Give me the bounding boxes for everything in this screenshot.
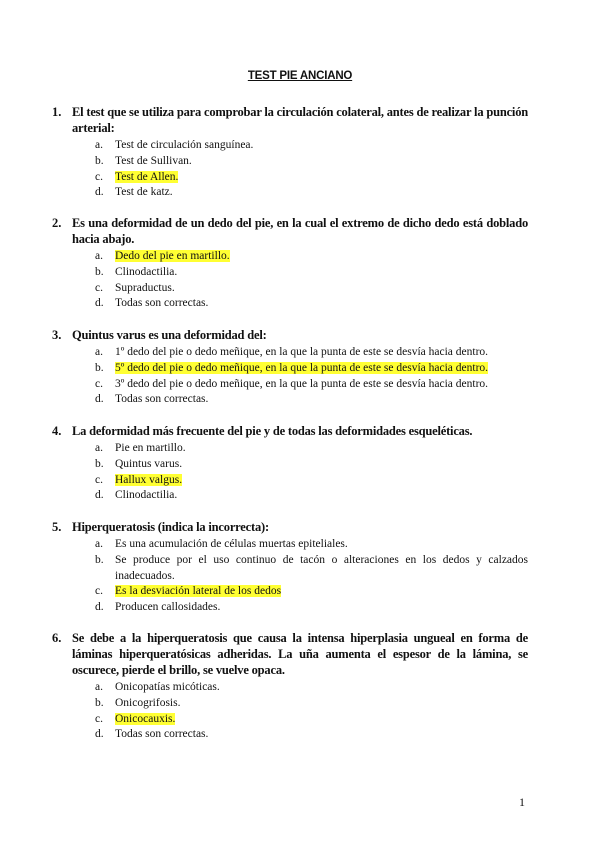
question-text: El test que se utiliza para comprobar la circulación colateral, antes de realizar la punción arterial: [72, 105, 528, 135]
question-number: 6. [52, 631, 62, 645]
option-letter: d. [95, 489, 104, 502]
option-c [95, 281, 528, 297]
option-letter: c. [95, 473, 103, 486]
option-text: Test de katz. [115, 186, 173, 199]
option-b [95, 154, 528, 170]
option-letter: b. [95, 361, 104, 374]
option-b [95, 361, 528, 377]
question-5 [52, 519, 528, 616]
page-title: TEST PIE ANCIANO [247, 70, 353, 82]
options-list [52, 249, 528, 312]
question-text: Quintus varus es una deformidad del: [72, 328, 267, 342]
question-number: 1. [52, 105, 62, 119]
option-letter: b. [95, 553, 104, 566]
question-text: Hiperqueratosis (indica la incorrecta): [72, 520, 269, 534]
question-2 [52, 215, 528, 312]
option-letter: a. [95, 346, 103, 358]
question-number: 4. [52, 424, 62, 438]
option-letter: d. [95, 297, 104, 310]
question-number: 3. [52, 328, 62, 342]
option-text: Supraductus. [115, 281, 175, 294]
option-text-highlighted: Es la desviación lateral de los dedos [115, 585, 282, 598]
option-letter: b. [95, 457, 104, 470]
option-a [95, 138, 528, 154]
option-letter: c. [95, 712, 103, 725]
option-letter: b. [95, 265, 104, 278]
option-text-highlighted: Dedo del pie en martillo. [115, 250, 230, 262]
option-letter: a. [95, 681, 103, 693]
option-text: Clinodactilia. [115, 265, 178, 278]
question-6 [52, 630, 528, 743]
option-letter: a. [95, 442, 103, 454]
option-text: Onicopatías micóticas. [115, 681, 220, 693]
option-text: Todas son correctas. [115, 393, 209, 406]
option-letter: a. [95, 139, 103, 151]
options-list [52, 680, 528, 743]
option-text: Se produce por el uso continuo de tacón o alteraciones en los dedos y calzados inadecuados. [115, 553, 528, 582]
option-b [95, 265, 528, 281]
option-d [95, 488, 528, 504]
option-text: Todas son correctas. [115, 297, 209, 310]
option-c [95, 712, 528, 728]
option-text: Onicogrifosis. [115, 696, 181, 709]
option-text: 3º dedo del pie o dedo meñique, en la que la punta de este se desvía hacia dentro. [115, 377, 489, 390]
option-text: Quintus varus. [115, 457, 183, 470]
option-text: Es una acumulación de células muertas epiteliales. [115, 538, 348, 550]
option-c [95, 584, 528, 600]
question-text: La deformidad más frecuente del pie y de todas las deformidades esqueléticas. [72, 424, 473, 438]
options-list [52, 138, 528, 201]
option-text: Pie en martillo. [115, 442, 186, 454]
option-b [95, 457, 528, 473]
option-text: 1º dedo del pie o dedo meñique, en la que la punta de este se desvía hacia dentro. [115, 346, 489, 358]
option-text: Todas son correctas. [115, 728, 209, 741]
options-list [52, 345, 528, 408]
option-d [95, 185, 528, 201]
option-a [95, 441, 528, 457]
option-b [95, 696, 528, 712]
option-a [95, 537, 528, 553]
option-text: Clinodactilia. [115, 489, 178, 502]
option-d [95, 727, 528, 743]
question-text: Se debe a la hiperqueratosis que causa la intensa hiperplasia ungueal en forma de láminas hiperqueratósicas adheridas. La uña aumenta el espesor de la lámina, se oscurece, pierde el brillo, se vuelve opaca. [72, 631, 528, 677]
option-text-highlighted: Hallux valgus. [115, 473, 183, 486]
option-d [95, 392, 528, 408]
question-1 [52, 104, 528, 201]
question-3 [52, 327, 528, 408]
option-letter: d. [95, 186, 104, 199]
option-d [95, 600, 528, 616]
option-letter: a. [95, 538, 103, 550]
option-d [95, 296, 528, 312]
option-text-highlighted: Onicocauxis. [115, 712, 176, 725]
page-number: 1 [519, 795, 525, 809]
option-text-highlighted: 5º dedo del pie o dedo meñique, en la que la punta de este se desvía hacia dentro. [115, 361, 489, 374]
option-c [95, 170, 528, 186]
question-number: 2. [52, 216, 62, 230]
option-text: Producen callosidades. [115, 601, 221, 614]
options-list [52, 441, 528, 504]
option-text: Test de circulación sanguínea. [115, 139, 254, 151]
option-c [95, 473, 528, 489]
option-c [95, 377, 528, 393]
option-a [95, 680, 528, 696]
option-letter: a. [95, 250, 103, 262]
option-letter: c. [95, 170, 103, 183]
option-letter: b. [95, 696, 104, 709]
option-letter: c. [95, 377, 103, 390]
option-text: Test de Sullivan. [115, 154, 192, 167]
option-letter: d. [95, 393, 104, 406]
option-text-highlighted: Test de Allen. [115, 170, 179, 183]
option-a [95, 345, 528, 361]
option-letter: d. [95, 728, 104, 741]
option-a [95, 249, 528, 265]
question-number: 5. [52, 520, 62, 534]
option-b [95, 553, 528, 585]
question-text: Es una deformidad de un dedo del pie, en la cual el extremo de dicho dedo está doblado hacia abajo. [72, 216, 528, 246]
option-letter: d. [95, 601, 104, 614]
option-letter: c. [95, 585, 103, 598]
question-4 [52, 423, 528, 504]
option-letter: c. [95, 281, 103, 294]
options-list [52, 537, 528, 616]
option-letter: b. [95, 154, 104, 167]
